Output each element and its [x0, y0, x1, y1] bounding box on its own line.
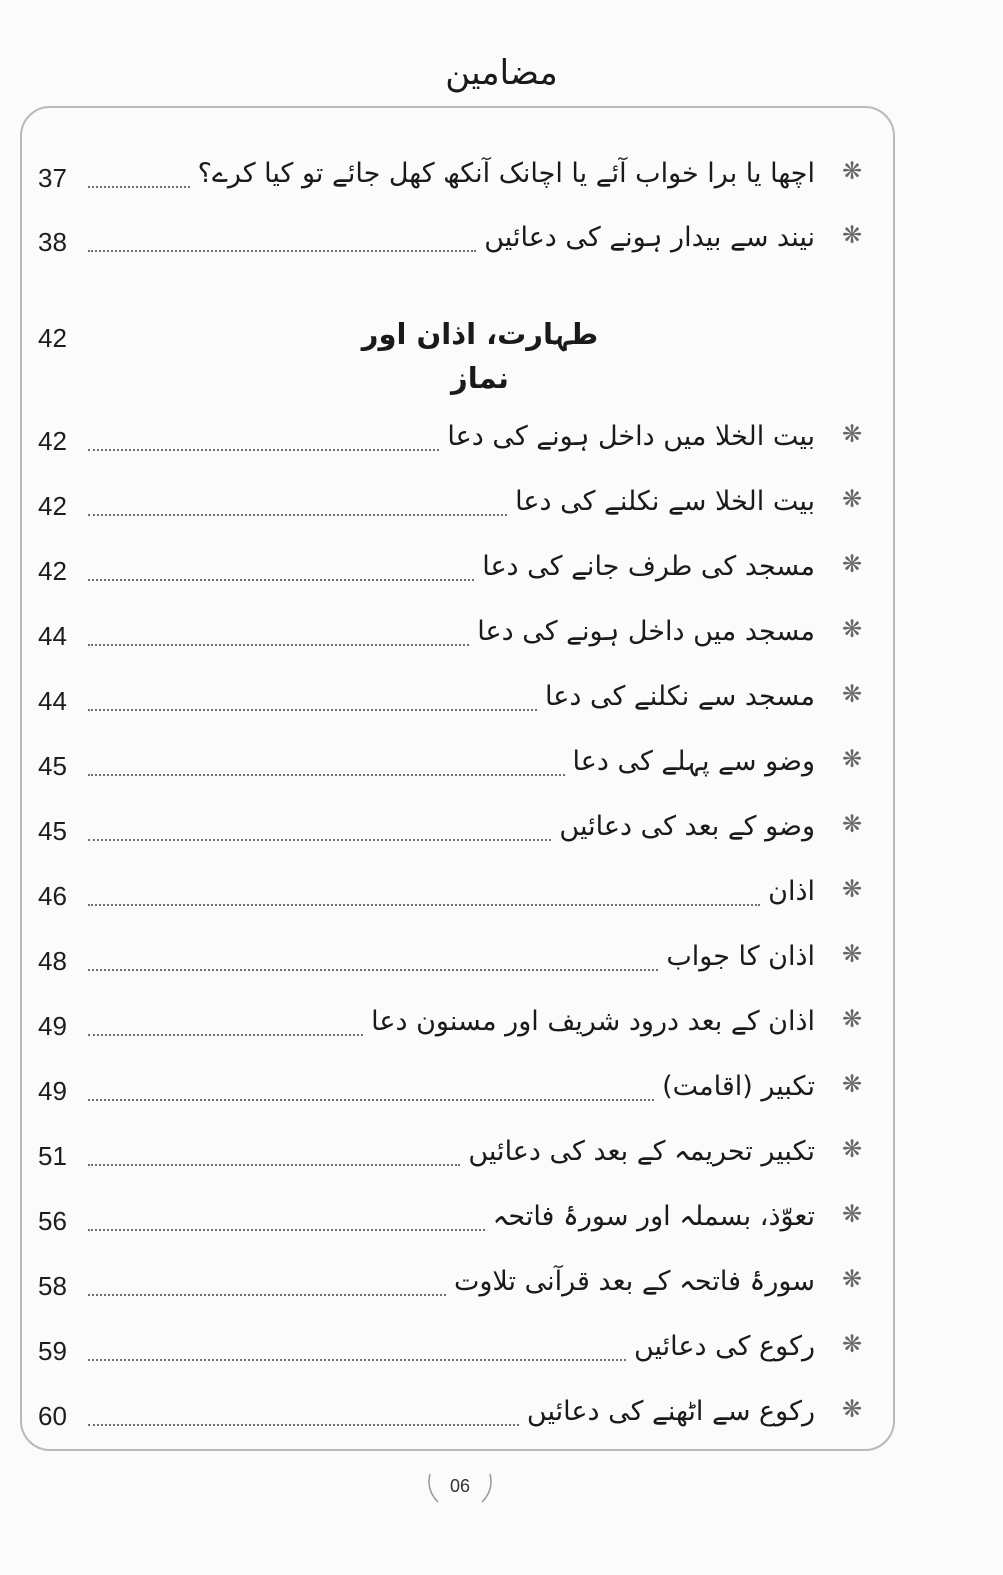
page-number: 49 [38, 1011, 67, 1041]
page-number: 44 [38, 686, 67, 716]
dot-leader [88, 1099, 654, 1101]
section-heading: طہارت، اذان اور نماز [361, 317, 599, 395]
toc-entry [30, 1065, 885, 1115]
entry-title: رکوع سے اٹھنے کی دعائیں [519, 1390, 815, 1434]
entry-title: اذان کے بعد درود شریف اور مسنون دعا [363, 1000, 815, 1044]
page-number: 58 [38, 1271, 67, 1301]
dot-leader [88, 250, 476, 252]
entry-title: وضو سے پہلے کی دعا [565, 740, 816, 784]
entry-title: رکوع کی دعائیں [626, 1325, 815, 1369]
flower-ornament-icon: ❋ [841, 485, 863, 513]
dot-leader [88, 1034, 363, 1036]
toc-entry [30, 740, 885, 790]
dot-leader [88, 709, 537, 711]
dot-leader [88, 644, 469, 646]
dot-leader [88, 186, 190, 188]
flower-ornament-icon: ❋ [841, 1330, 863, 1358]
flower-ornament-icon: ❋ [841, 680, 863, 708]
dot-leader [88, 1424, 519, 1426]
page-number: 42 [38, 323, 67, 353]
flower-ornament-icon: ❋ [841, 1265, 863, 1293]
entry-title: مسجد سے نکلنے کی دعا [537, 675, 815, 719]
flower-ornament-icon: ❋ [841, 420, 863, 448]
page-number: 42 [38, 491, 67, 521]
page-number: 51 [38, 1141, 67, 1171]
flower-ornament-icon: ❋ [841, 745, 863, 773]
entry-title: نیند سے بیدار ہونے کی دعائیں [476, 216, 815, 260]
dot-leader [88, 969, 658, 971]
dot-leader [88, 1359, 626, 1361]
page-number: 49 [38, 1076, 67, 1106]
toc-entry [30, 545, 885, 595]
toc-entry [30, 675, 885, 725]
entry-title: مسجد کی طرف جانے کی دعا [474, 545, 815, 589]
flower-ornament-icon: ❋ [841, 1070, 863, 1098]
entry-title: بیت الخلا سے نکلنے کی دعا [507, 480, 815, 524]
flower-ornament-icon: ❋ [841, 1135, 863, 1163]
toc-entry [30, 935, 885, 985]
toc-entry [30, 415, 885, 465]
flower-ornament-icon: ❋ [841, 615, 863, 643]
page-number: 56 [38, 1206, 67, 1236]
entry-title: تکبیر (اقامت) [654, 1065, 815, 1109]
page-number: 59 [38, 1336, 67, 1366]
entry-title: تعوّذ، بسملہ اور سورۂ فاتحہ [485, 1195, 815, 1239]
flower-ornament-icon: ❋ [841, 810, 863, 838]
toc-entry [30, 805, 885, 855]
page-number: 48 [38, 946, 67, 976]
flower-ornament-icon: ❋ [841, 875, 863, 903]
toc-entry [30, 1195, 885, 1245]
toc-entry [30, 610, 885, 660]
dot-leader [88, 1229, 485, 1231]
entry-title: اچھا یا برا خواب آئے یا اچانک آنکھ کھل جائے تو کیا کرے؟ [190, 152, 815, 196]
dot-leader [88, 1294, 446, 1296]
dot-leader [88, 839, 551, 841]
toc-entry [30, 216, 885, 266]
page-number: 45 [38, 816, 67, 846]
page-title: مضامین [445, 53, 558, 93]
dot-leader [88, 514, 507, 516]
toc-entry [30, 1325, 885, 1375]
dot-leader [88, 774, 565, 776]
page-number: 45 [38, 751, 67, 781]
page-number: 42 [38, 426, 67, 456]
flower-ornament-icon: ❋ [841, 940, 863, 968]
page-number: 60 [38, 1401, 67, 1431]
flower-ornament-icon: ❋ [841, 550, 863, 578]
toc-entry [30, 152, 885, 202]
flower-ornament-icon: ❋ [841, 221, 863, 249]
entry-title: وضو کے بعد کی دعائیں [551, 805, 815, 849]
page-number: 44 [38, 621, 67, 651]
page-number: 46 [38, 881, 67, 911]
flower-ornament-icon: ❋ [841, 1005, 863, 1033]
dot-leader [88, 449, 439, 451]
flower-ornament-icon: ❋ [841, 157, 863, 185]
entry-title: بیت الخلا میں داخل ہونے کی دعا [439, 415, 815, 459]
entry-title: مسجد میں داخل ہونے کی دعا [469, 610, 815, 654]
page-number: 37 [38, 163, 67, 193]
page-number: 38 [38, 227, 67, 257]
entry-title: تکبیر تحریمہ کے بعد کی دعائیں [460, 1130, 815, 1174]
flower-ornament-icon: ❋ [841, 1200, 863, 1228]
dot-leader [88, 579, 474, 581]
toc-entry [30, 1000, 885, 1050]
toc-entry [30, 480, 885, 530]
toc-entry [30, 1390, 885, 1440]
toc-entry [30, 870, 885, 920]
flower-ornament-icon: ❋ [841, 1395, 863, 1423]
page-number: 42 [38, 556, 67, 586]
page-number-footer: 06 [449, 1476, 471, 1496]
entry-title: اذان [760, 870, 815, 914]
dot-leader [88, 1164, 460, 1166]
entry-title: اذان کا جواب [658, 935, 815, 979]
dot-leader [88, 904, 760, 906]
entry-title: سورۂ فاتحہ کے بعد قرآنی تلاوت [446, 1260, 815, 1304]
section-heading-row [30, 312, 885, 395]
toc-entry [30, 1130, 885, 1180]
toc-entry [30, 1260, 885, 1310]
